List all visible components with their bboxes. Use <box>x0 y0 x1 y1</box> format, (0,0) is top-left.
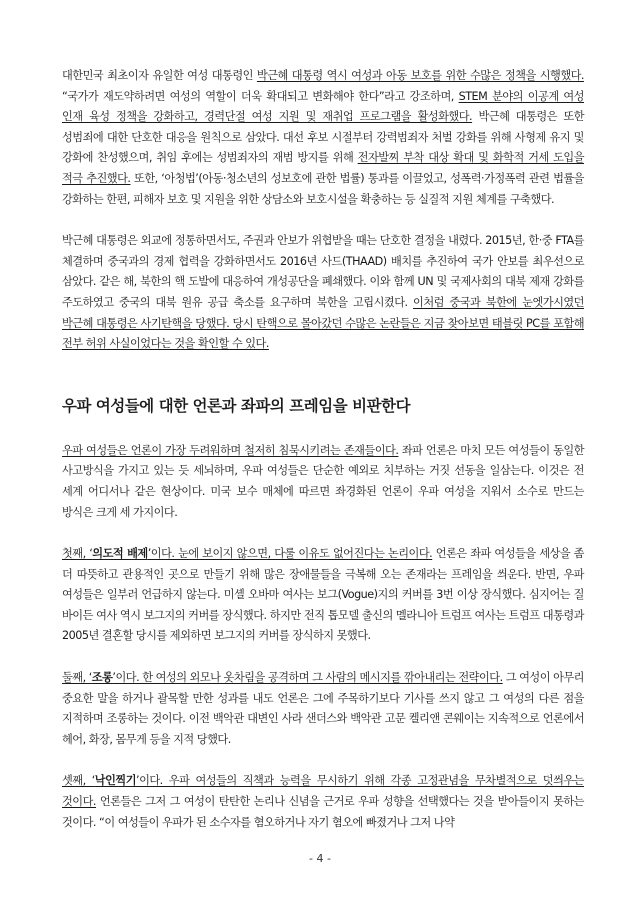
paragraph-p1 <box>62 66 584 210</box>
paragraph-text: 또한, ‘아청법’(아동·청소년의 성보호에 관한 법률) 통과를 이끌었고, 성폭력·가정폭력 관련 법률을 강화하는 한편, 피해자 보호 및 지원을 위한 상담소와 보호시설을 확충하는 등 실질적 지원 체계를 구축했다. <box>62 171 584 206</box>
paragraph-text: 언론은 좌파 여성들을 세상을 좀 더 따뜻하고 관용적인 곳으로 만들기 위해 많은 장애물들을 극복해 오는 존재라는 프레임을 씌운다. 반면, 우파 여성들은 일부러 언급하지 않는다. 미셸 오바마 여사는 보그(Vogue)지의 커버를 3번 이상 장식했다. 심지어는 질 바이든 여사 역시 보그지의 커버를 장식했다. 하지만 전직 톱모델 출신의 멜라니아 트럼프 여사는 트럼프 대통령과 2005년 결혼할 당시를 제외하면 보그지의 커버를 장식하지 못했다. <box>62 547 584 643</box>
underlined-text: 낙인찍기 <box>94 774 137 788</box>
paragraph-text: 좌파 언론은 마치 모든 여성들이 동일한 사고방식을 가지고 있는 듯 세뇌하며, 우파 여성들은 단순한 예외로 치부하는 거짓 선동을 일삼는다. 이것은 전 세계 어디서나 같은 현상이다. 미국 보수 매체에 따르면 좌경화된 언론이 우파 여성을 지워서 소수로 만드는 방식은 크게 세 가지이다. <box>62 443 584 519</box>
paragraph-p3 <box>62 441 584 523</box>
underlined-text: 셋째, ‘ <box>62 774 95 788</box>
paragraph-text: 그 여성이 아무리 중요한 말을 하거나 괄목할 만한 성과를 내도 언론은 그에 주목하기보다 기사를 쓰지 않고 그 여성의 다른 점을 지적하며 조롱하는 것이다. 이전 백악관 대변인 사라 샌더스와 백악관 고문 켈리앤 콘웨이는 지속적으로 언론에서 헤어, 화장, 몸무게 등을 지적 당했다. <box>62 671 584 746</box>
underlined-text: STEM 분야의 이공계 여성 인재 육성 정책을 강화하고, 경력단절 여성 지원 및 재취업 프로그램을 활성화했다. <box>62 89 584 124</box>
underlined-text: 둘째, ‘ <box>62 671 92 685</box>
paragraph-p2 <box>62 231 584 355</box>
paragraph-p4 <box>62 544 584 647</box>
paragraph-text: 박근혜 대통령은 또한 성범죄에 대한 단호한 대응을 원칙으로 삼았다. 대선 후보 시절부터 강력범죄자 처벌 강화를 위해 사형제 유지 및 강화에 찬성했으며, 취임 후에는 성범죄자의 재범 방지를 위해 <box>62 110 585 165</box>
paragraph-text: 언론들은 그저 그 여성이 탄탄한 논리나 신념을 근거로 우파 성향을 선택했다는 것을 받아들이지 못하는 것이다. “이 여성들이 우파가 된 소수자를 혐오하거나 자기 혐오에 빠졌거나 그저 나약 <box>62 795 584 829</box>
document-page <box>62 66 584 833</box>
paragraph-p6 <box>62 771 584 833</box>
underlined-text: 이처럼 중국과 북한에 눈엣가시였던 박근혜 대통령은 사기탄핵을 당했다. 당시 탄핵으로 몰아갔던 수많은 논란들은 지금 찾아보면 태블릿 PC를 포함해 전부 허위 사실이었다는 것을 확인할 수 있다. <box>62 295 584 351</box>
underlined-text: 첫째, ‘ <box>62 547 93 561</box>
underlined-text: 의도적 배제 <box>92 547 148 561</box>
section-heading: 우파 여성들에 대한 언론과 좌파의 프레임을 비판한다 <box>62 396 411 415</box>
underlined-text: 조롱 <box>91 671 113 685</box>
underlined-text: ’이다. 우파 여성들의 직책과 능력을 무시하기 위해 각종 고정관념을 무차별적으로 덧씌우는 것이다. <box>62 774 584 809</box>
underlined-text: 박근혜 대통령 역시 여성과 아동 보호를 위한 수많은 정책을 시행했다. <box>256 69 584 82</box>
paragraph-p5 <box>62 668 584 750</box>
underlined-text: 전자발찌 부착 대상 확대 및 화학적 거세 도입을 적극 추진했다. <box>62 151 585 185</box>
page-number: - 4 - <box>309 852 331 865</box>
underlined-text: 우파 여성들은 언론이 가장 두려워하며 철저히 침묵시키려는 존재들이다. <box>62 443 399 457</box>
body-section-1 <box>62 66 584 355</box>
body-section-2 <box>62 441 584 834</box>
underlined-text: ’이다. 한 여성의 외모나 옷차림을 공격하며 그 사람의 메시지를 깎아내리는 전략이다. <box>112 671 503 685</box>
paragraph-text: 대한민국 최초이자 유일한 여성 대통령인 <box>62 69 257 82</box>
paragraph-text: “국가가 재도약하려면 여성의 역할이 더욱 확대되고 변화해야 한다”라고 강조하며, <box>62 89 459 103</box>
underlined-text: ’이다. 눈에 보이지 않으면, 다룰 이유도 없어진다는 논리이다. <box>147 547 433 561</box>
paragraph-text: 박근혜 대통령은 외교에 정통하면서도, 주권과 안보가 위협받을 때는 단호한 결정을 내렸다. 2015년, 한·중 FTA를 체결하며 중국과의 경제 협력을 강화하면서도 2016년 사드(THAAD) 배치를 추진하여 국가 안보를 최우선으로 삼았다. 같은 해, 북한의 핵 도발에 대응하여 개성공단을 폐쇄했다. 이와 함께 UN 및 국제사회의 대북 제재 강화를 주도하였고 중국의 대북 원유 공급 축소를 요구하며 북한을 고립시켰다. <box>62 234 584 309</box>
